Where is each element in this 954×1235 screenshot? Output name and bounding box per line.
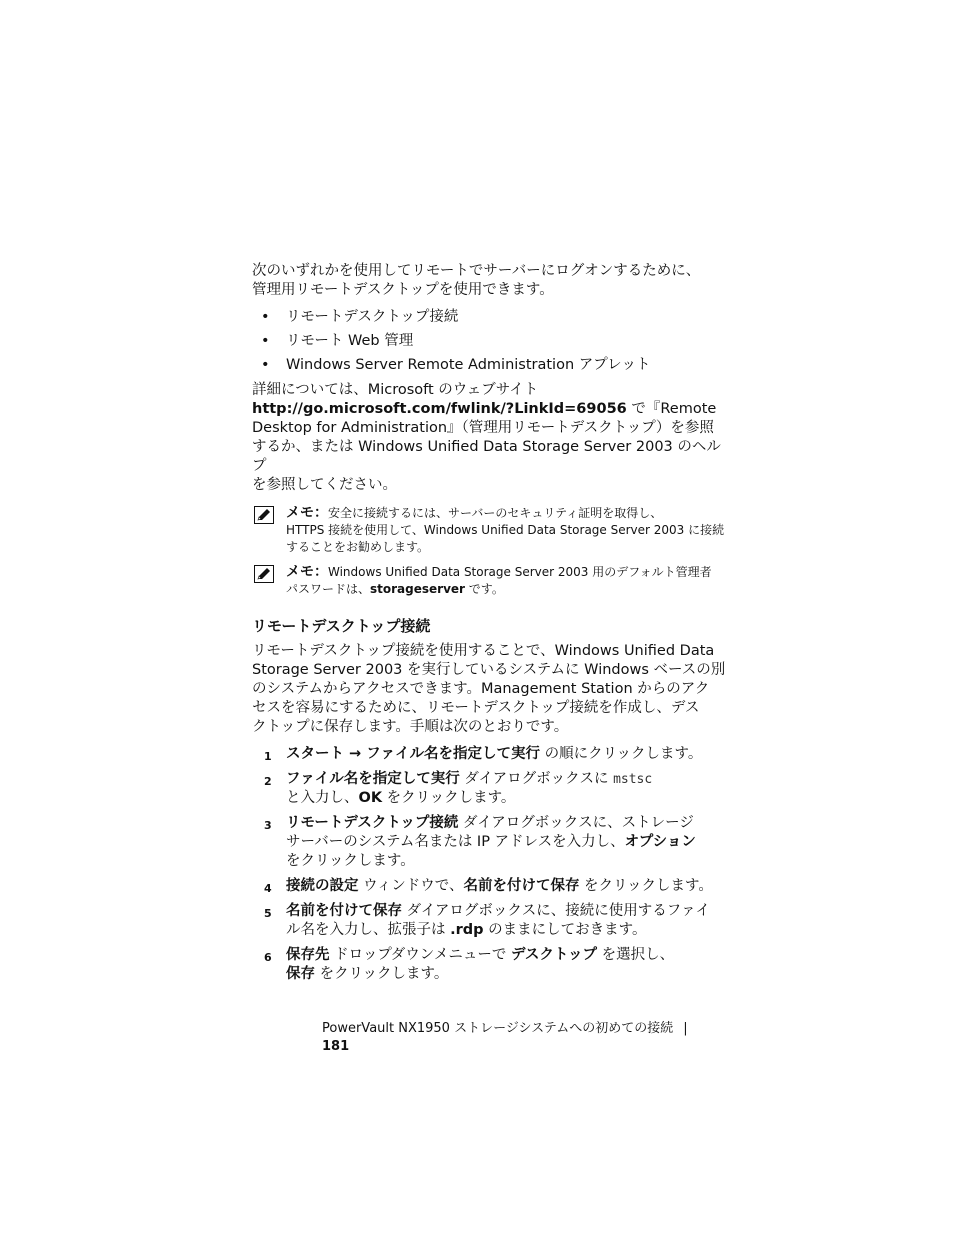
- step-ui-term: オプション: [624, 834, 696, 850]
- step-number: 4: [264, 882, 272, 895]
- step-text: ダイアログボックスに、接続に使用するファイ: [402, 903, 710, 919]
- step-text: をクリックします。: [286, 853, 415, 869]
- step-ui-term: 保存先: [286, 947, 330, 963]
- step-number: 1: [264, 750, 272, 763]
- list-item: [252, 308, 732, 327]
- step-text: ダイアログボックスに: [459, 771, 614, 787]
- step-text: ドロップダウンメニューで: [329, 947, 511, 963]
- note-text: です。: [464, 582, 504, 596]
- bullet-icon: •: [261, 333, 270, 349]
- section-heading: リモートデスクトップ接続: [252, 617, 431, 635]
- step-item: [252, 946, 732, 984]
- list-item-text: リモート Web 管理: [286, 333, 414, 349]
- pencil-note-icon: [254, 565, 274, 583]
- step-ui-term: スタート: [286, 746, 344, 762]
- step-ui-term: 名前を付けて保存: [463, 878, 580, 894]
- note-text: 安全に接続するには、サーバーのセキュリティ証明を取得し、: [328, 506, 663, 520]
- step-ui-term: .rdp: [450, 922, 484, 938]
- intro-line-2: 管理用リモートデスクトップを使用できます。: [252, 282, 554, 298]
- note-label: メモ：: [286, 564, 328, 580]
- step-text: ウィンドウで、: [358, 878, 464, 894]
- step-text: と入力し、: [286, 790, 359, 806]
- step-text: ル名を入力し、拡張子は: [286, 922, 451, 938]
- document-page: [252, 262, 732, 990]
- step-text: のままにしておきます。: [483, 922, 647, 938]
- procedure-steps: [252, 745, 732, 984]
- step-text: をクリックします。: [382, 790, 516, 806]
- intro-paragraph: [252, 262, 732, 300]
- step-number: 2: [264, 775, 272, 788]
- list-item: [252, 332, 732, 351]
- step-text: の順にクリックします。: [539, 746, 703, 762]
- reference-text: するか、または Windows Unified Data Storage Server 2003 のヘルプ: [252, 439, 721, 474]
- command-code: mstsc: [613, 772, 653, 787]
- footer-title: PowerVault NX1950 ストレージシステムへの初めての接続: [322, 1021, 674, 1036]
- reference-text: で『Remote: [626, 401, 717, 417]
- step-number: 5: [264, 907, 272, 920]
- step-text: をクリックします。: [579, 878, 713, 894]
- list-item: [252, 356, 732, 375]
- step-ui-term: デスクトップ: [510, 947, 597, 963]
- step-item: [252, 814, 732, 871]
- method-list: [252, 308, 732, 375]
- step-text: ダイアログボックスに、ストレージ: [458, 815, 694, 831]
- step-ui-term: 名前を付けて保存: [286, 903, 402, 919]
- step-item: [252, 745, 732, 764]
- step-item: [252, 770, 732, 808]
- note-password: [252, 564, 732, 598]
- step-item: [252, 877, 732, 896]
- bullet-icon: •: [261, 309, 270, 325]
- section-text: リモートデスクトップ接続を使用することで、Windows Unified Data: [252, 643, 715, 659]
- step-ui-term: リモートデスクトップ接続: [286, 815, 459, 831]
- section-text: のシステムからアクセスできます。Management Station からのアク: [252, 681, 710, 697]
- list-item-text: リモートデスクトップ接続: [286, 309, 459, 325]
- step-ui-term: 保存: [286, 966, 315, 982]
- step-number: 6: [264, 951, 272, 964]
- step-ui-term: ファイル名を指定して実行: [366, 746, 540, 762]
- reference-text: 詳細については、Microsoft のウェブサイト: [252, 382, 539, 398]
- step-text: サーバーのシステム名または IP アドレスを入力し、: [286, 834, 625, 850]
- step-text: をクリックします。: [315, 966, 449, 982]
- section-paragraph: [252, 642, 732, 737]
- footer-separator: |: [683, 1021, 688, 1036]
- reference-text: Desktop for Administration』（管理用リモートデスクトップ）を参照: [252, 420, 714, 436]
- step-text: を選択し、: [596, 947, 675, 963]
- arrow-icon: →: [344, 746, 367, 762]
- step-ui-term: ファイル名を指定して実行: [286, 771, 460, 787]
- reference-paragraph: [252, 381, 732, 495]
- note-text: HTTPS 接続を使用して、Windows Unified Data Storage Server 2003 に接続: [286, 523, 725, 537]
- pencil-note-icon: [254, 506, 274, 524]
- step-number: 3: [264, 819, 272, 832]
- section-text: セスを容易にするために、リモートデスクトップ接続を作成し、デス: [252, 700, 700, 716]
- note-text: Windows Unified Data Storage Server 2003 用のデフォルト管理者: [328, 565, 712, 579]
- list-item-text: Windows Server Remote Administration アプレット: [286, 357, 651, 373]
- step-ui-term: 接続の設定: [286, 878, 359, 894]
- note-label: メモ：: [286, 505, 328, 521]
- note-security: [252, 505, 732, 556]
- section-text: Storage Server 2003 を実行しているシステムに Windows ベースの別: [252, 662, 726, 678]
- note-text: することをお勧めします。: [286, 540, 430, 554]
- step-item: [252, 902, 732, 940]
- note-text: パスワードは、: [286, 582, 371, 596]
- reference-text: を参照してください。: [252, 477, 397, 493]
- page-footer: [322, 1020, 722, 1056]
- default-password: storageserver: [370, 582, 465, 596]
- intro-line-1: 次のいずれかを使用してリモートでサーバーにログオンするために、: [252, 263, 701, 279]
- section-text: クトップに保存します。手順は次のとおりです。: [252, 719, 569, 735]
- page-number: 181: [322, 1039, 350, 1054]
- bullet-icon: •: [261, 357, 270, 373]
- microsoft-link[interactable]: http://go.microsoft.com/fwlink/?LinkId=69056: [252, 401, 627, 417]
- step-ui-term: OK: [358, 790, 383, 806]
